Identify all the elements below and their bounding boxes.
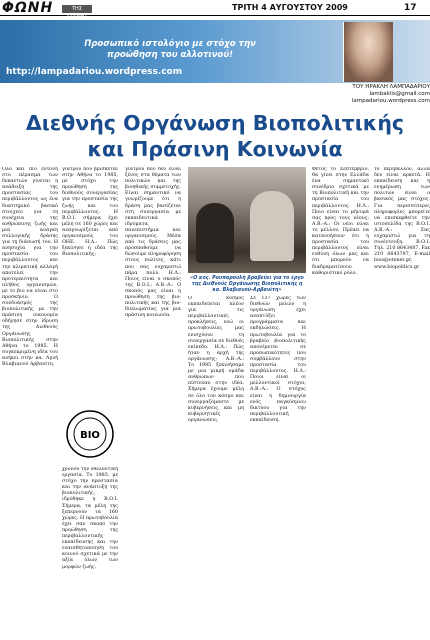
article-column-5 (250, 296, 306, 636)
award-photo (188, 167, 306, 273)
masthead (0, 0, 430, 20)
photo-person-left (196, 203, 234, 263)
byline-author: ΤΟΥ ΗΡΑΚΛΗ ΛΑΜΠΑΔΑΡΙΟΥ (352, 84, 430, 90)
issue-date: ΤΡΙΤΗ 4 ΑΥΓΟΥΣΤΟΥ 2009 (232, 3, 348, 12)
page-number: 17 (404, 3, 417, 13)
article-column-1 (2, 167, 58, 637)
organization-logo (65, 407, 115, 463)
photo-caption: «Ο κος. Ρουπαρουλή βραβεύει για το έργο της Διεθνούς Οργάνωσης Βιοπολιτικής η κα. Βλαβιανού-Αρβανίτη» (190, 276, 304, 293)
column-2b-text: χρόνου την εθελοντική εργασία. Το 1985, με στόχο την προστασία και την ανάπτυξη της βιοπολιτικής, ιδρύθηκε η Β.Ο.Ι. Σήμερα, τα μέλη της ξεπερνούν τα 160 χώρες. Η πρωτοβουλία έχει σαν σκοπό την προώθηση της περιβαλλοντικής εκπαίδευσης και την ευαισθητοποίηση του κοινού σχετικά με την αξία όλων των μορφών ζωής. (62, 467, 118, 570)
article-column-2 (62, 167, 118, 402)
column-4-text: Ο κόσμος εκπαιδεύεται πλέον για τις περιβαλλοντικές προκλήσεις, ενώ οι πρωτοβουλίες μας ενισχύουν τη συνεργασία σε διεθνές επίπεδο. Η.Λ.: Πώς ήταν η αρχή της οργάνωσης; Α.Β.-Α.: Το 1985 ξεκινήσαμε με μια μικρή ομάδα ανθρώπων που πίστευαν στην ιδέα. Σήμερα έχουμε μέλη σε όλο τον κόσμο και συνεργαζόμαστε με κυβερνήσεις και μη κυβερνητικές οργανώσεις. (188, 296, 244, 423)
photo-person-right (250, 191, 294, 261)
article-column-7 (374, 167, 430, 637)
column-7-text: το περιβάλλον, αλλά δεν είναι αρκετά. Η εκπαίδευση και η ενημέρωση των πολιτών είναι ο βασικός μας στόχος. Για περισσότερες πληροφορίες μπορείτε να επισκεφθείτε την ιστοσελίδα της Β.Ο.Ι. Α.Β.-Α.: Σας ευχαριστώ για τη συνέντευξη. Β.Ο.Ι. Τηλ. 210 8643487, Fax 210 8643797, E-mail bios@otenet.gr, www.biopolitics.gr (374, 167, 430, 270)
article-column-6 (312, 167, 369, 637)
article-column-4 (188, 296, 244, 636)
column-6-text: Φέτος το Σεπτέμβριο, θα γίνει στην Ελλάδα ένα σημαντικό συνέδριο σχετικά με τη Βιοπολιτική και την προστασία του περιβάλλοντος. Η.Λ.: Ποιο είναι το μήνυμά σας προς τους νέους; Α.Β.-Α.: Οι νέοι είναι το μέλλον. Πρέπει να κατανοήσουν ότι η προστασία του περιβάλλοντος είναι ευθύνη όλων μας και ότι μπορούν να διαδραματίσουν καθοριστικό ρόλο. (312, 167, 369, 276)
column-2-text: γιατρού που βρίσκεται στην Αθήνα το 1985, με στόχο την προώθηση της διεθνούς συνεργασίας για την προστασία της ζωής και του περιβάλλοντος. Η Β.Ο.Ι. σήμερα έχει μέλη σε 160 χώρες και αναγνωρίζεται από οργανισμούς του ΟΗΕ. Η.Λ.: Πώς ξεκίνησε η ιδέα της Βιοπολιτικής; (62, 167, 118, 258)
author-photo (343, 22, 393, 82)
column-banner (0, 20, 430, 83)
banner-url[interactable]: http://lampadariou.wordpress.com (6, 67, 183, 77)
column-3-text: γιατρού που δεν είναι ξένος στα θέματα των πολιτικών και της βιοηθικής συμμετοχής. Είναι σημαντικό να γνωρίζουμε ότι η δράση μας βασίζεται στη συνεργασία με εκπαιδευτικά ιδρύματα, πανεπιστήμια και οργανισμούς. Μέσα από τις δράσεις μας προσπαθούμε να δώσουμε πληροφόρηση στους πολίτες, κάτι που σας ευχαριστώ πάρα πολύ. Η.Λ.: Ποιος είναι ο σκοπός της Β.Ο.Ι.; Α.Β.-Α.: Ο σκοπός μας είναι η προώθηση της βιο-πολιτικής και της βιο-διπλωματίας για μια πράσινη κοινωνία. (125, 167, 181, 319)
banner-tagline-1: Προσωπικό ιστολόγιο με στόχο την (84, 39, 256, 49)
byline-email-1[interactable]: lambaklis@gmail.com (369, 91, 430, 97)
newspaper-tag: ΤΗΣ ΞΑΝΘΗΣ (62, 5, 92, 13)
article-headline (0, 110, 430, 162)
headline-line-2: και Πράσινη Κοινωνία (87, 137, 343, 161)
newspaper-logo: ΦΩΝΗ (2, 0, 54, 16)
byline (220, 84, 430, 105)
headline-line-1: Διεθνής Οργάνωση Βιοπολιτικής (25, 111, 405, 135)
byline-email-2[interactable]: lampadariou.wordpress.com (351, 98, 430, 104)
banner-tagline-2: προώθηση του αλλοτινού! (107, 50, 233, 60)
column-1-text: Όλο και πιο έντονη στο πέρασμα των δεκαετιών γίνεται η ανάδειξη της προστασίας του περιβάλλοντος ως ένα διαστημικό βασικό στοιχείο για τη συνέχεια της ανθρώπινης ζωής και μια ανάγκη συλλογικής δράσης για τη διάσωσή του. Η ανησυχία για την προστασία του περιβάλλοντος και την κλιματική αλλαγή αποτελεί την προτεραιότητα και πλήθος οργανισμών, με το βιο να είναι στο προσκήνιο. Ο συνδυασμός της βιοπολιτικής με την πράσινη οικονομία οδήγησε στην ίδρυση της Διεθνούς Οργάνωσης Βιοπολιτικής στην Αθήνα το 1985. Η συγκεκριμένη ιδέα του ανήκει στην κα. Αγνή Βλαβιανού Αρβανίτη. (2, 167, 58, 367)
article-column-2-lower (62, 467, 118, 637)
article-column-3 (125, 167, 181, 637)
logo-text: BIO (80, 430, 100, 441)
column-5-text: Σε 137 χώρες των διεθνών μελών η οργάνωση έχει αναπτύξει προγράμματα και εκδηλώσεις. Η πρωτοβουλία για το βραβείο βιοπολιτικής απονέμεται σε προσωπικότητες που συμβάλλουν στην προστασία του περιβάλλοντος. Η.Λ.: Ποιοι είναι οι μελλοντικοί στόχοι; Α.Β.-Α.: Ο στόχος είναι η δημιουργία ενός παγκόσμιου δικτύου για την περιβαλλοντική εκπαίδευση. (250, 296, 306, 423)
